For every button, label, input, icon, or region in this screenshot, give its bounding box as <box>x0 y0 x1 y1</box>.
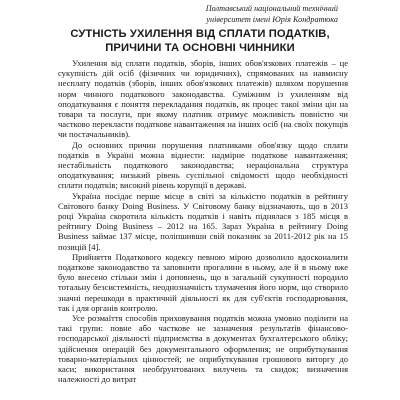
paper-title <box>40 27 360 55</box>
affiliation-line-1: Полтавський національний технічний <box>205 4 338 13</box>
affiliation-line-2: університет імені Юрія Кондратюка <box>206 15 338 24</box>
author-affiliation <box>148 3 338 25</box>
title-line-2: ПРИЧИНИ ТА ОСНОВНІ ЧИННИКИ <box>105 42 295 54</box>
paragraph-4: Прийняття Податкового кодексу певною мірою дозволило вдосконалити податкове законодавство та заповнити прогалини в ньому, але й в ньому вже було внесено стільки змін і доповнень, що в загальній сукупності породило тотальну безсистемність, неоднозначність тлумачення його норм, що створило значні перешкоди в практичній діяльності як для суб'єктів господарювання, так і для органів контролю. <box>58 251 348 313</box>
paragraph-1: Ухилення від сплати податків, зборів, інших обов'язкових платежів – це сукупність дій осіб (фізичних чи юридичних), спрямованих на навмисну несплату податків (зборів, інших обов'язкових платежів) шляхом порушення норм чинного податкового законодавства. Суміжним із ухиленням від оподаткування є поняття перекладання податків, як процес такої зміни цін на товари та послуги, при якому платник отримує можливість повністю чи частково перекласти податкове навантаження на інших осіб (на своїх покупців чи постачальників). <box>58 58 348 140</box>
paragraph-2: До основних причин порушення платниками обов'язку щодо сплати податків в Україні можна віднести: надмірне податкове навантаження; нестабільність податкового законодавства; нераціональна структура оподаткування; низький рівень суспільної свідомості щодо необхідності сплати податків; високий рівень корупції в державі. <box>58 139 348 191</box>
paragraph-5: Усе розмаїття способів приховування податків можна умовно поділити на такі групи: повне або часткове не зазначення результатів фінансово-господарської діяльності підприємства в документах бухгалтерського обліку; здійснення операцій без документального оформлення; не оприбуткування товарно-матеріальних цінностей; не оприбуткування грошового виторгу до каси; використання необґрунтованих вилучень та скидок; визначення належності до витрат <box>58 313 348 385</box>
body-text <box>58 58 348 385</box>
title-line-1: СУТНІСТЬ УХИЛЕННЯ ВІД СПЛАТИ ПОДАТКІВ, <box>70 28 330 40</box>
paragraph-3: Україна посідає перше місце в світі за кількістю податків в рейтингу Світового банку Doing Business. У Світовому банку відзначають, що в 2013 році Україна скоротила кількість податків і навіть піднялася з 185 місця в рейтингу Doing Business – 2012 на 165. Зараз Україна в рейтингу Doing Business займає 137 місце, поліпшивши свій показник за 2011-2012 рік на 15 позицій [4]. <box>58 190 348 252</box>
